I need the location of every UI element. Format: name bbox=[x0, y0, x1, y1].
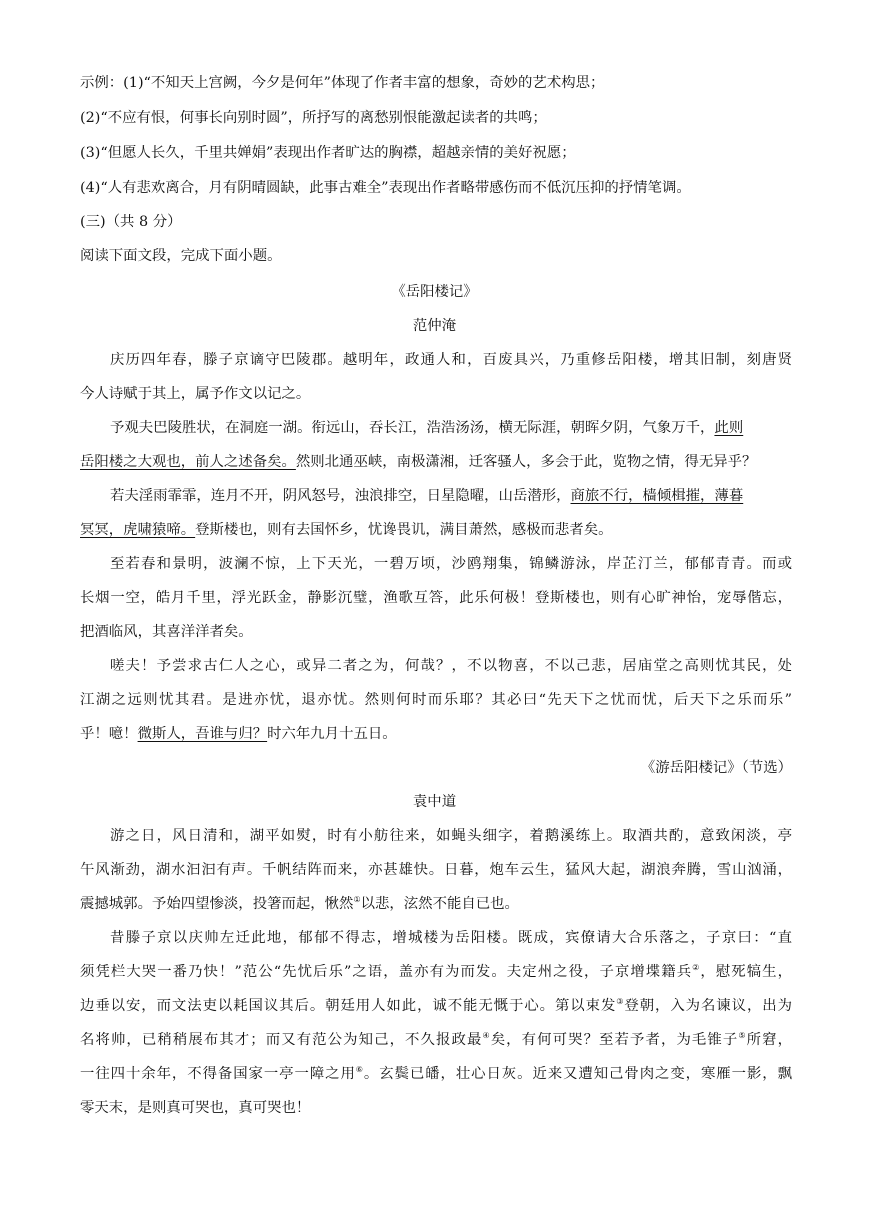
answer-line-2: (2)“不应有恨，何事长向别时圆”，所抒写的离愁别恨能激起读者的共鸣； bbox=[80, 110, 547, 126]
text1-p3-line-1: 若夫淫雨霏霏，连月不开，阴风怒号，浊浪排空，日星隐曜，山岳潜形，商旅不行，樯倾楫摧，薄暮 bbox=[110, 488, 744, 504]
section-heading: (三)（共 8 分） bbox=[80, 214, 182, 230]
text2-p2-line-3: 边垂以安，而文法吏以耗国议其后。朝廷用人如此，诚不能无慨于心。第以束发③登朝，入为名谏议，出为 bbox=[80, 997, 792, 1014]
text2-p2-line-2: 须凭栏大哭一番乃快！”范公“先忧后乐”之语，盖亦有为而发。夫定州之役，子京增堞籍兵②，慰死犒生， bbox=[80, 963, 792, 980]
text2-author: 袁中道 bbox=[412, 794, 457, 810]
answer-line-3: (3)“但愿人长久，千里共婵娟”表现出作者旷达的胸襟，超越亲情的美好祝愿； bbox=[80, 145, 576, 161]
text1-p5-line-1: 嗟夫！予尝求古仁人之心，或异二者之为，何哉？，不以物喜，不以己悲，居庙堂之高则忧其民，处 bbox=[110, 658, 792, 674]
footnote-marker: ④ bbox=[482, 1031, 491, 1040]
footnote-marker: ⑤ bbox=[738, 1031, 747, 1040]
text2-p2-line-1: 昔滕子京以庆帅左迁此地，郁郁不得志，增城楼为岳阳楼。既成，宾僚请大合乐落之，子京曰：“直 bbox=[110, 930, 792, 946]
text1-p2-line-1: 予观夫巴陵胜状，在洞庭一湖。衔远山，吞长江，浩浩汤汤，横无际涯，朝晖夕阴，气象万千，此则 bbox=[110, 420, 744, 436]
text1-p4-line-3: 把酒临风，其喜洋洋者矣。 bbox=[80, 624, 253, 640]
text2-p1-line-3: 震撼城郭。予始四望惨淡，投箸而起，愀然①以悲，泫然不能自已也。 bbox=[80, 895, 519, 912]
footnote-marker: ③ bbox=[616, 997, 625, 1006]
footnote-marker: ⑥ bbox=[355, 1065, 364, 1074]
text1-p1-line-2: 今人诗赋于其上，属予作文以记之。 bbox=[80, 386, 311, 402]
footnote-marker: ① bbox=[353, 895, 361, 904]
text1-p4-line-1: 至若春和景明，波澜不惊，上下天光，一碧万顷，沙鸥翔集，锦鳞游泳，岸芷汀兰，郁郁青青。而或 bbox=[110, 556, 792, 572]
text2-title: 《游岳阳楼记》（节选） bbox=[640, 760, 792, 776]
text1-p1-line-1: 庆历四年春，滕子京谪守巴陵郡。越明年，政通人和，百废具兴，乃重修岳阳楼，增其旧制，刻唐贤 bbox=[110, 352, 792, 368]
underlined-phrase: 冥冥，虎啸猿啼。 bbox=[80, 522, 196, 538]
text1-p5-line-3: 乎！噫！微斯人，吾谁与归？时六年九月十五日。 bbox=[80, 726, 397, 742]
text2-p2-line-5: 一往四十余年，不得备国家一亭一障之用⑥。玄鬓已皤，壮心日灰。近来又遭知己骨肉之变，寒雁一影，飘 bbox=[80, 1065, 792, 1082]
text2-p1-line-1: 游之日，风日清和，湖平如熨，时有小舫往来，如蝇头细字，着鹅溪练上。取酒共酌，意致闲淡，亭 bbox=[110, 828, 792, 844]
text2-p1-line-2: 午风渐劲，湖水汩汩有声。千帆结阵而来，亦甚雄快。日暮，炮车云生，猛风大起，湖浪奔腾，雪山汹涌， bbox=[80, 862, 792, 878]
text1-p4-line-2: 长烟一空，皓月千里，浮光跃金，静影沉璧，渔歌互答，此乐何极！登斯楼也，则有心旷神怡，宠辱偕忘， bbox=[80, 590, 792, 606]
text1-title: 《岳阳楼记》 bbox=[391, 284, 478, 300]
text2-p2-line-6: 零天末，是则真可哭也，真可哭也！ bbox=[80, 1100, 311, 1116]
text1-p5-line-2: 江湖之远则忧其君。是进亦忧，退亦忧。然则何时而乐耶？其必曰“先天下之忧而忧，后天下之乐而乐” bbox=[80, 692, 792, 708]
underlined-phrase: 商旅不行，樯倾楫摧，薄暮 bbox=[570, 488, 744, 504]
footnote-marker: ② bbox=[692, 963, 701, 972]
answer-line-4: (4)“人有悲欢离合，月有阴晴圆缺，此事古难全”表现出作者略带感伤而不低沉压抑的抒情笔调。 bbox=[80, 180, 691, 196]
underlined-phrase: 微斯人，吾谁与归？ bbox=[137, 726, 268, 742]
underlined-phrase: 此则 bbox=[714, 420, 744, 436]
text2-p2-line-4: 名将帅，已稍稍展布其才；而又有范公为知己，不久报政最④矣，有何可哭？至若予者，为毛锥子⑤所窘， bbox=[80, 1031, 792, 1048]
section-instruction: 阅读下面文段，完成下面小题。 bbox=[80, 248, 282, 264]
answer-line-1: 示例：(1)“不知天上宫阙，今夕是何年”体现了作者丰富的想象，奇妙的艺术构思； bbox=[80, 75, 605, 91]
text1-p2-line-2: 岳阳楼之大观也，前人之述备矣。然则北通巫峡，南极潇湘，迁客骚人，多会于此，览物之情，得无异乎？ bbox=[80, 454, 757, 470]
text1-p3-line-2: 冥冥，虎啸猿啼。登斯楼也，则有去国怀乡，忧谗畏讥，满目萧然，感极而悲者矣。 bbox=[80, 522, 613, 538]
text1-author: 范仲淹 bbox=[412, 318, 457, 334]
underlined-phrase: 岳阳楼之大观也，前人之述备矣。 bbox=[80, 454, 296, 470]
